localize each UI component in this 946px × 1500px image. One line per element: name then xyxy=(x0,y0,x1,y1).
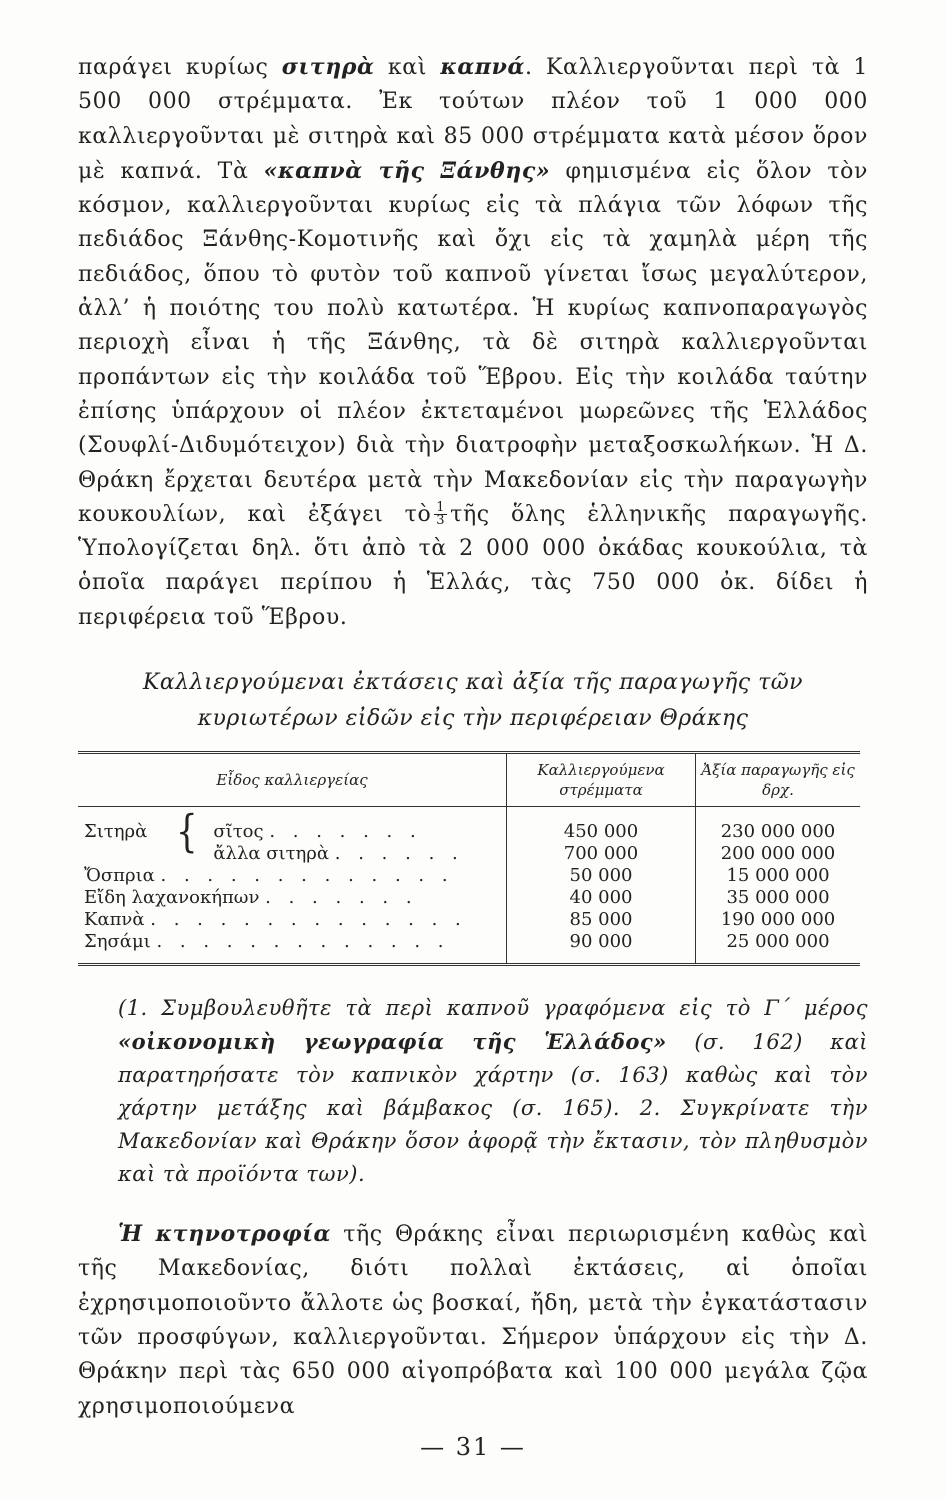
fraction-numerator: 1 xyxy=(436,500,446,516)
row-value: 230 000 000 xyxy=(696,807,861,844)
row-area: 450 000 xyxy=(507,807,696,844)
row-label xyxy=(78,865,507,887)
page-number: — 31 — xyxy=(420,1433,526,1461)
row-value: 190 000 000 xyxy=(696,909,861,931)
row-name: Ὄσπρια xyxy=(84,865,155,887)
text-run: . Καλλιεργοῦνται περὶ τὰ 1 500 000 στρέμματα. Ἐκ τούτων πλέον τοῦ 1 000 000 καλλιεργοῦνται μὲ σιτηρὰ καὶ 85 000 στρέμματα κατὰ μέσον ὅρον μὲ καπνά. Τὰ xyxy=(78,55,869,184)
leader-dots: . . . . . . . . . . . . . . xyxy=(150,909,467,931)
page-body xyxy=(78,50,868,1424)
text-run: (σ. 162) καὶ παρατηρήσατε τὸν καπνικὸν χάρτην (σ. 163) καθὼς καὶ τὸν χάρτην μετάξης καὶ βάμβακος (σ. 165). 2. Συγκρίνατε τὴν Μακεδονίαν καὶ Θράκην ὅσον ἀφορᾷ τὴν ἔκτασιν, τὸν πληθυσμὸν καὶ τὰ προϊόντα των). xyxy=(118,1030,868,1187)
row-value: 15 000 000 xyxy=(696,865,861,887)
row-label xyxy=(78,931,507,965)
emphasis-livestock: Ἡ κτηνοτροφία xyxy=(118,1221,331,1248)
fraction-denominator: 3 xyxy=(436,513,446,529)
table-row xyxy=(78,807,860,844)
paragraph-livestock xyxy=(78,1217,868,1424)
header-crop-type: Εἶδος καλλιεργείας xyxy=(78,753,507,807)
table-row xyxy=(78,909,860,931)
brace-symbol: { xyxy=(176,806,198,859)
row-area: 90 000 xyxy=(507,931,696,965)
emphasis-book-title: «οἰκονομικὴ γεωγραφία τῆς Ἑλλάδος» xyxy=(118,1029,667,1055)
leader-dots: . . . . . . . . . . . . . xyxy=(156,931,450,953)
row-area: 700 000 xyxy=(507,843,696,865)
row-label xyxy=(78,843,507,865)
row-value: 35 000 000 xyxy=(696,887,861,909)
row-name: Σησάμι xyxy=(84,931,151,953)
study-note xyxy=(78,992,868,1191)
crop-table xyxy=(78,751,860,966)
leader-dots: . . . . . . . . . . . . . xyxy=(160,865,454,887)
text-run: τῆς Θράκης εἶναι περιωρισμένη καθὼς καὶ τῆς Μακεδονίας, διότι πολλαὶ ἐκτάσεις, αἱ ὁποῖαι ἐχρησιμοποιοῦντο ἄλλοτε ὡς βοσκαί, ἤδη, μετὰ τὴν ἐγκατάστασιν τῶν προσφύγων, καλλιεργοῦνται. Σήμερον ὑπάρχουν εἰς τὴν Δ. Θράκην περὶ τὰς 650 000 αἰγοπρόβατα καὶ 100 000 μεγάλα ζῷα χρησιμοποιούμενα xyxy=(78,1222,868,1419)
text-run: τῆς ὅλης ἑλληνικῆς παραγωγῆς. Ὑπολογίζεται δηλ. ὅτι ἀπὸ τὰ 2 000 000 ὀκάδας κουκούλια, τὰ ὁποῖα παράγει περίπου ἡ Ἑλλάς, τὰς 750 000 ὀκ. δίδει ἡ περιφέρεια τοῦ Ἕβρου. xyxy=(78,501,868,630)
emphasis-grains: σιτηρὰ xyxy=(281,54,375,80)
leader-dots: . . . . . . . xyxy=(269,821,422,843)
fraction xyxy=(434,502,447,527)
text-run: (1. Συμβουλευθῆτε τὰ περὶ καπνοῦ γραφόμενα εἰς τὸ Γ΄ μέρος xyxy=(118,996,868,1021)
table-row xyxy=(78,887,860,909)
table-caption: Καλλιεργούμεναι ἐκτάσεις καὶ ἀξία τῆς παραγωγῆς τῶν κυριωτέρων εἰδῶν εἰς τὴν περιφέρειαν Θράκης xyxy=(142,670,804,732)
row-label xyxy=(78,909,507,931)
emphasis-xanthi-tobacco: «καπνὰ τῆς Ξάνθης» xyxy=(263,157,551,184)
row-area: 85 000 xyxy=(507,909,696,931)
text-run: παράγει κυρίως xyxy=(78,55,282,80)
leader-dots: . . . . . . . xyxy=(265,887,418,909)
row-label xyxy=(78,887,507,909)
emphasis-tobacco: καπνά xyxy=(440,54,526,80)
row-name: Εἴδη λαχανοκήπων xyxy=(84,887,260,909)
row-name: σῖτος xyxy=(213,821,264,843)
table-row xyxy=(78,865,860,887)
text-run: φημισμένα εἰς ὅλον τὸν κόσμον, καλλιεργοῦνται κυρίως εἰς τὰ πλάγια τῶν λόφων τῆς πεδιάδος Ξάνθης-Κομοτινῆς καὶ ὄχι εἰς τὰ χαμηλὰ μέρη τῆς πεδιάδος, ὅπου τὸ φυτὸν τοῦ καπνοῦ γίνεται ἴσως μεγαλύτερον, ἀλλ’ ἡ ποιότης του πολὺ κατωτέρα. Ἡ κυρίως καπνοπαραγωγὸς περιοχὴ εἶναι ἡ τῆς Ξάνθης, τὰ δὲ σιτηρὰ καλλιεργοῦνται προπάντων εἰς τὴν κοιλάδα τοῦ Ἕβρου. Εἰς τὴν κοιλάδα ταύτην ἐπίσης ὑπάρχουν οἱ πλέον ἐκτεταμένοι μωρεῶνες τῆς Ἑλλάδος (Σουφλί-Διδυμότειχον) διὰ τὴν διατροφὴν μεταξοσκωλήκων. Ἡ Δ. Θράκη ἔρχεται δευτέρα μετὰ τὴν Μακεδονίαν εἰς τὴν παραγωγὴν κουκουλίων, καὶ ἐξάγει τὸ xyxy=(78,158,868,527)
group-label-grains: Σιτηρὰ xyxy=(84,821,148,843)
row-area: 40 000 xyxy=(507,887,696,909)
text-run: καὶ xyxy=(374,55,441,80)
header-value: Ἀξία παραγωγῆς εἰς δρχ. xyxy=(696,753,861,807)
table-row xyxy=(78,931,860,965)
leader-dots: . . . . . . xyxy=(334,843,464,865)
table-header-row xyxy=(78,753,860,807)
row-name: ἄλλα σιτηρὰ xyxy=(213,843,330,865)
row-value: 200 000 000 xyxy=(696,843,861,865)
paragraph-agriculture xyxy=(78,50,868,635)
row-value: 25 000 000 xyxy=(696,931,861,965)
row-area: 50 000 xyxy=(507,865,696,887)
header-area: Καλλιεργούμενα στρέμματα xyxy=(507,753,696,807)
row-name: Καπνὰ xyxy=(84,909,145,931)
